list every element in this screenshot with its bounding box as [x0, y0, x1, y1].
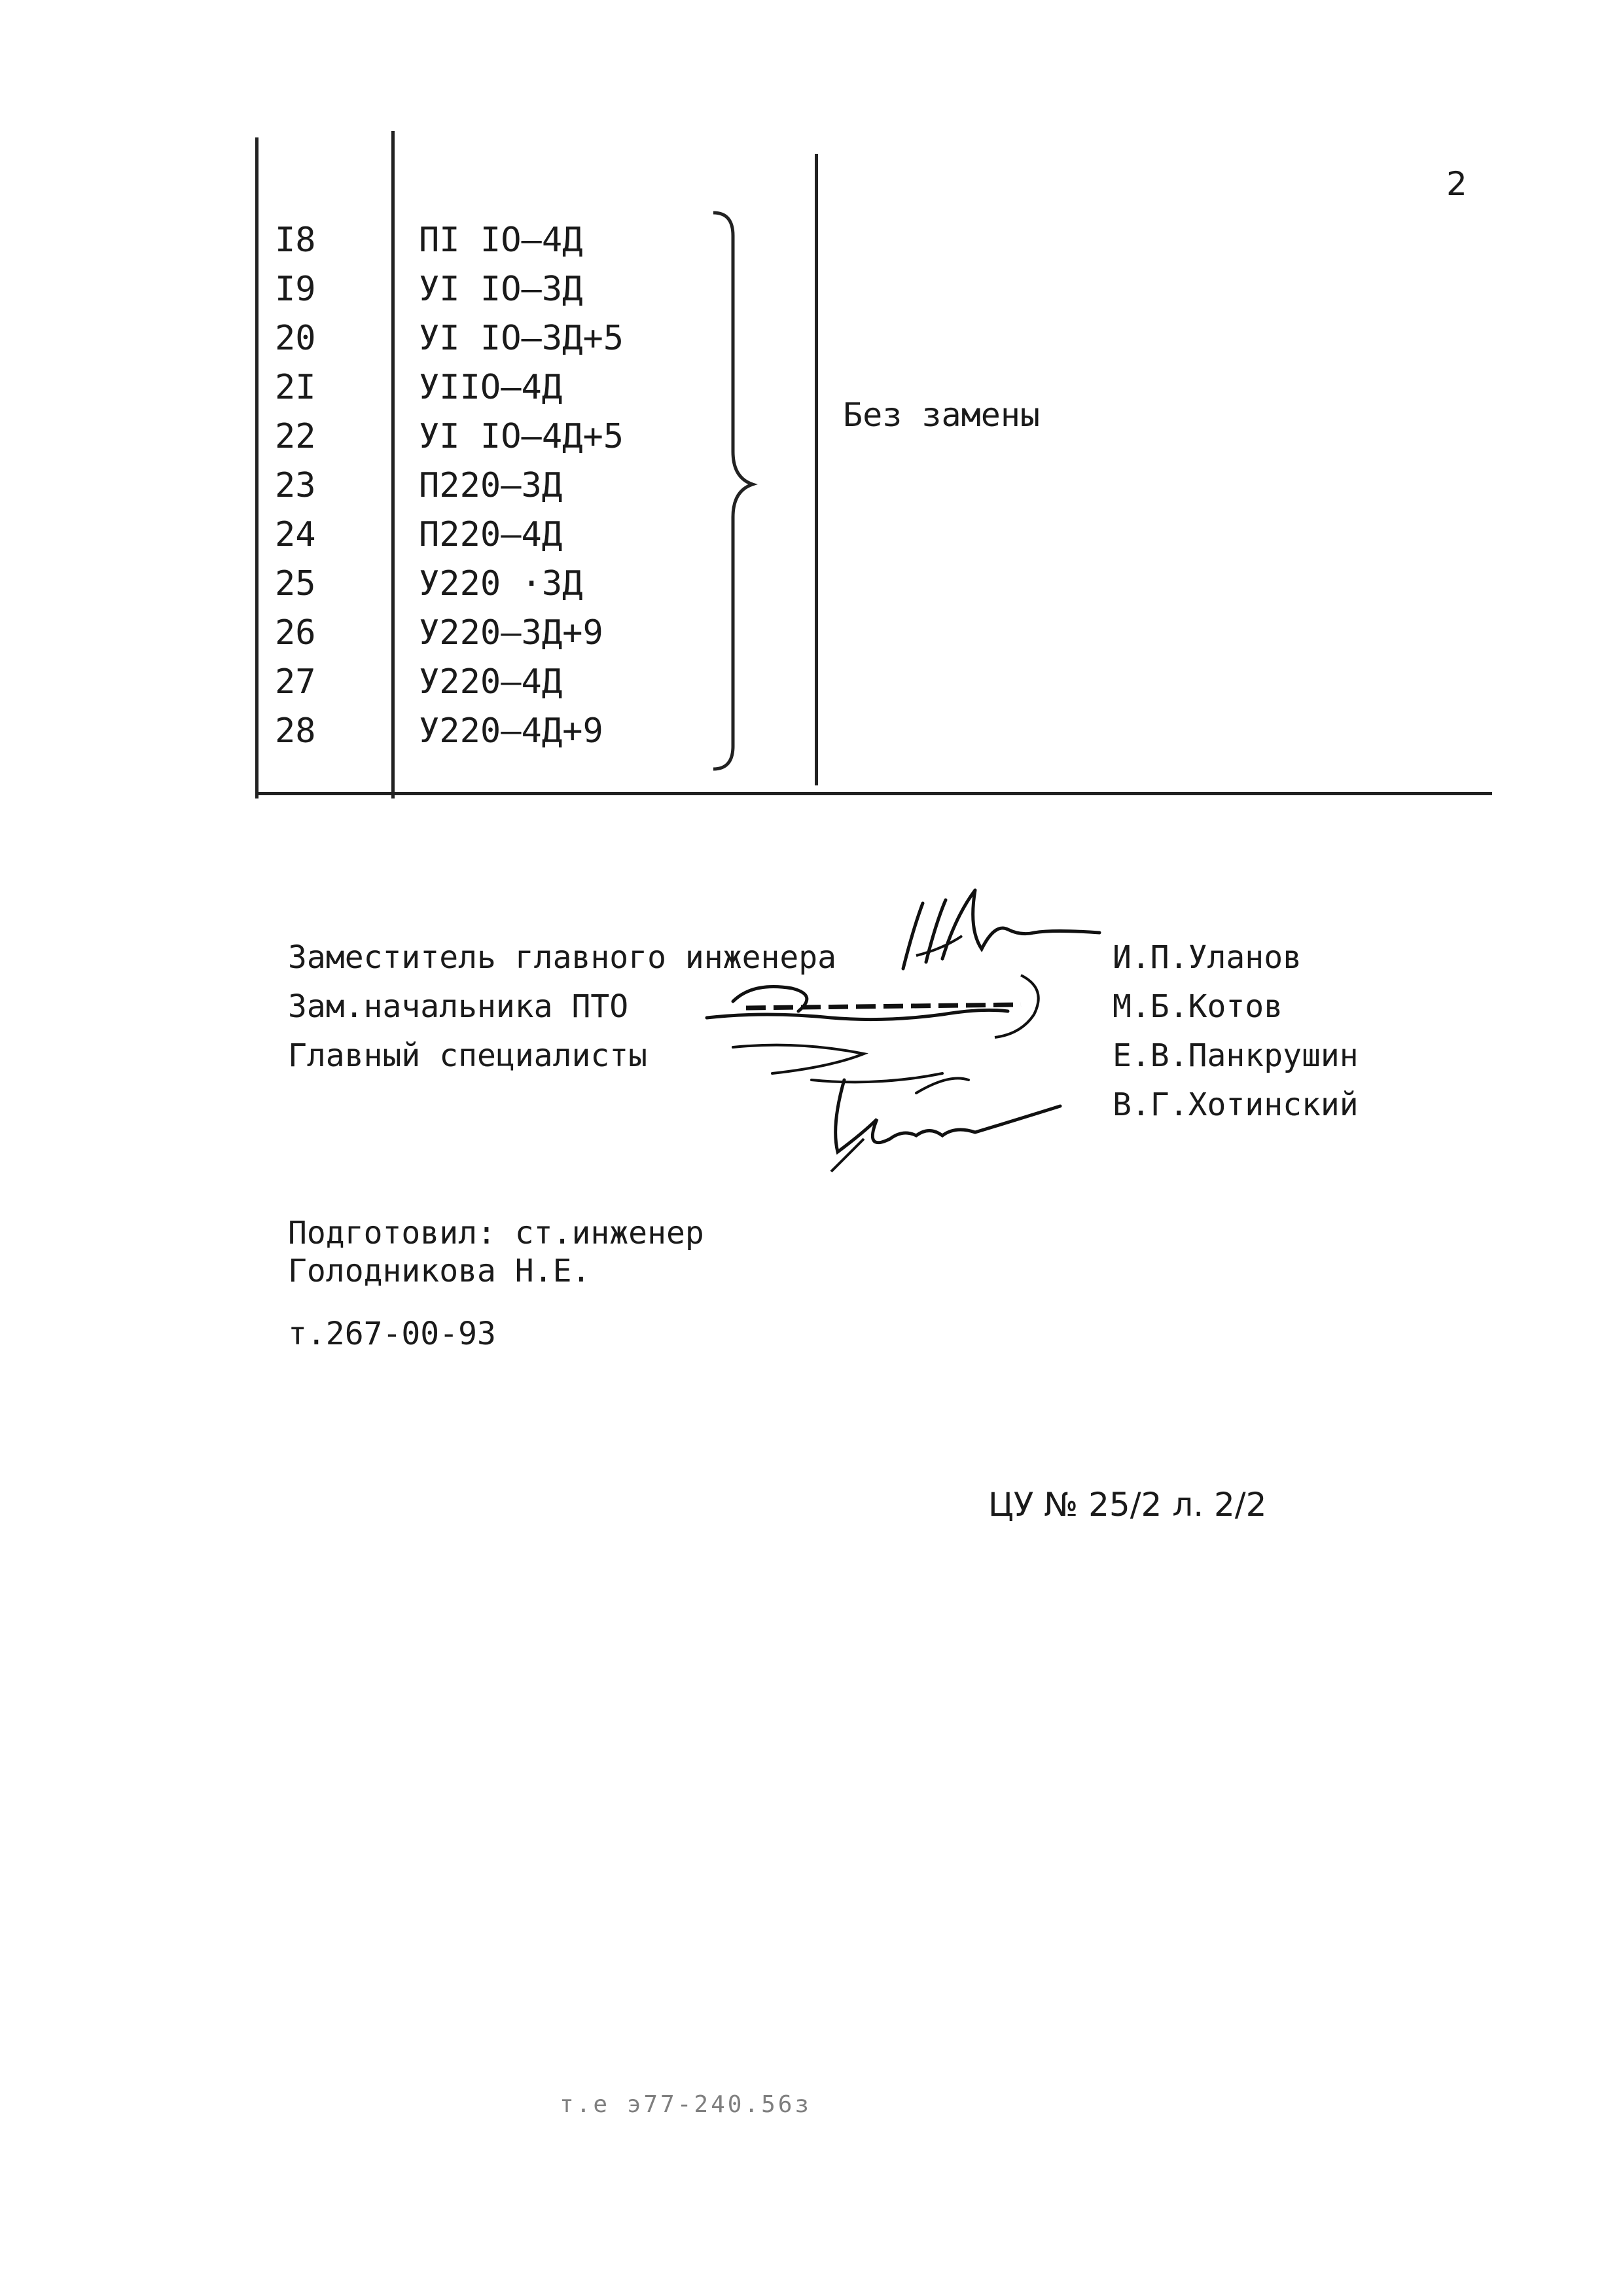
row-code: УI IO–4Д+5 [419, 417, 624, 456]
row-code: У220 ·3Д [419, 564, 583, 603]
row-number: 27 [275, 662, 316, 702]
prepared-by-line-1: Подготовил: ст.инженер [288, 1215, 704, 1251]
row-number: 28 [275, 711, 316, 751]
row-code: ПI IO–4Д [419, 221, 583, 260]
row-code: У220–4Д+9 [419, 711, 603, 751]
table-bottom-rule [255, 792, 1492, 795]
table-divider-num [391, 131, 395, 798]
row-code: У220–3Д+9 [419, 613, 603, 653]
table-divider-note [815, 154, 818, 785]
row-code: УIIO–4Д [419, 368, 563, 407]
prepared-by-line-2: Голодникова Н.Е. [288, 1253, 591, 1289]
row-number: 22 [275, 417, 316, 456]
row-code: П220–3Д [419, 466, 563, 505]
row-number: 23 [275, 466, 316, 505]
table-border-left [255, 137, 259, 798]
signatory-title-3: Главный специалисты [288, 1037, 648, 1074]
row-code: УI IO–3Д+5 [419, 319, 624, 358]
row-number: 26 [275, 613, 316, 653]
signatory-name-1: И.П.Уланов [1113, 939, 1302, 976]
signatory-name-2: М.Б.Котов [1113, 988, 1283, 1025]
document-reference: ЦУ № 25/2 л. 2/2 [988, 1486, 1267, 1524]
row-code: У220–4Д [419, 662, 563, 702]
prepared-by [288, 1214, 704, 1290]
row-code: П220–4Д [419, 515, 563, 554]
bottom-stamp: т.е э77-240.56з [560, 2091, 812, 2118]
signatory-title-2: Зам.начальника ПТО [288, 988, 629, 1025]
replacement-note: Без замены [843, 396, 1041, 434]
row-code: УI IO–3Д [419, 270, 583, 309]
row-number: I8 [275, 221, 316, 260]
page-number: 2 [1446, 165, 1467, 203]
curly-brace-icon [707, 209, 759, 772]
row-number: I9 [275, 270, 316, 309]
row-number: 20 [275, 319, 316, 358]
signatory-name-4: В.Г.Хотинский [1113, 1086, 1359, 1123]
signatory-name-3: Е.В.Панкрушин [1113, 1037, 1359, 1074]
row-number: 2I [275, 368, 316, 407]
handwritten-signatures [668, 877, 1113, 1178]
signatory-title-1: Заместитель главного инженера [288, 939, 837, 976]
row-number: 24 [275, 515, 316, 554]
row-number: 25 [275, 564, 316, 603]
phone-number: т.267-00-93 [288, 1316, 496, 1352]
